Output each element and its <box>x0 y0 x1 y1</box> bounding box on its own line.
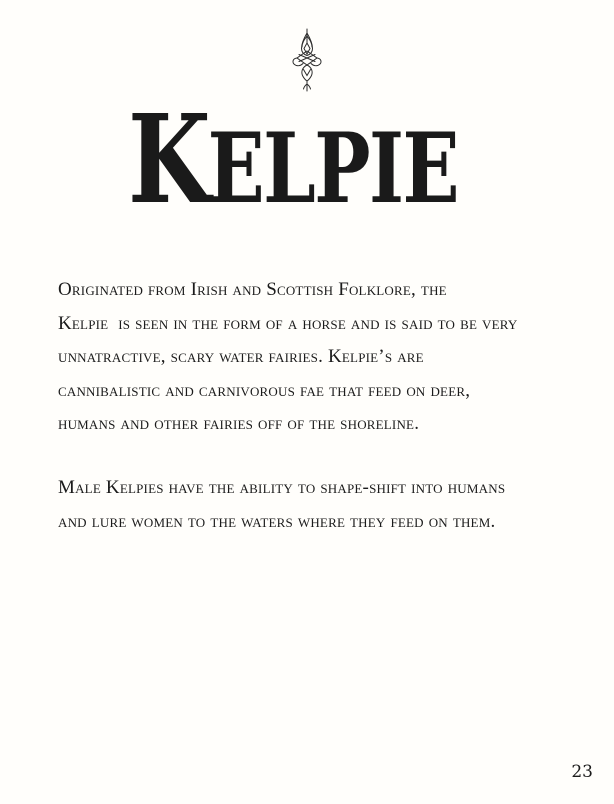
text-line: and lure women to the waters where they feed on them. <box>58 510 496 532</box>
text-line: Male Kelpies have the ability to shape-shift into humans <box>58 476 506 498</box>
text-line: humans and other fairies off of the shoreline. <box>58 413 420 435</box>
title-rest-letters: ELPIE <box>207 112 458 225</box>
paragraph-origin <box>58 273 568 441</box>
body-text <box>58 273 568 538</box>
paragraph-male-kelpies <box>58 471 568 538</box>
text-line: cannibalistic and carnivorous fae that feed on deer, <box>58 379 471 401</box>
title-initial-letter: K <box>128 87 211 231</box>
thistle-fleuron-icon <box>290 28 324 92</box>
page-title <box>128 87 458 231</box>
text-line: Originated from Irish and Scottish Folklore, the <box>58 279 447 300</box>
text-line: unnatractive, scary water fairies. Kelpie’s are <box>58 346 424 368</box>
page-number: 23 <box>571 762 593 782</box>
text-line: Kelpie is seen in the form of a horse and is said to be very <box>58 312 518 334</box>
